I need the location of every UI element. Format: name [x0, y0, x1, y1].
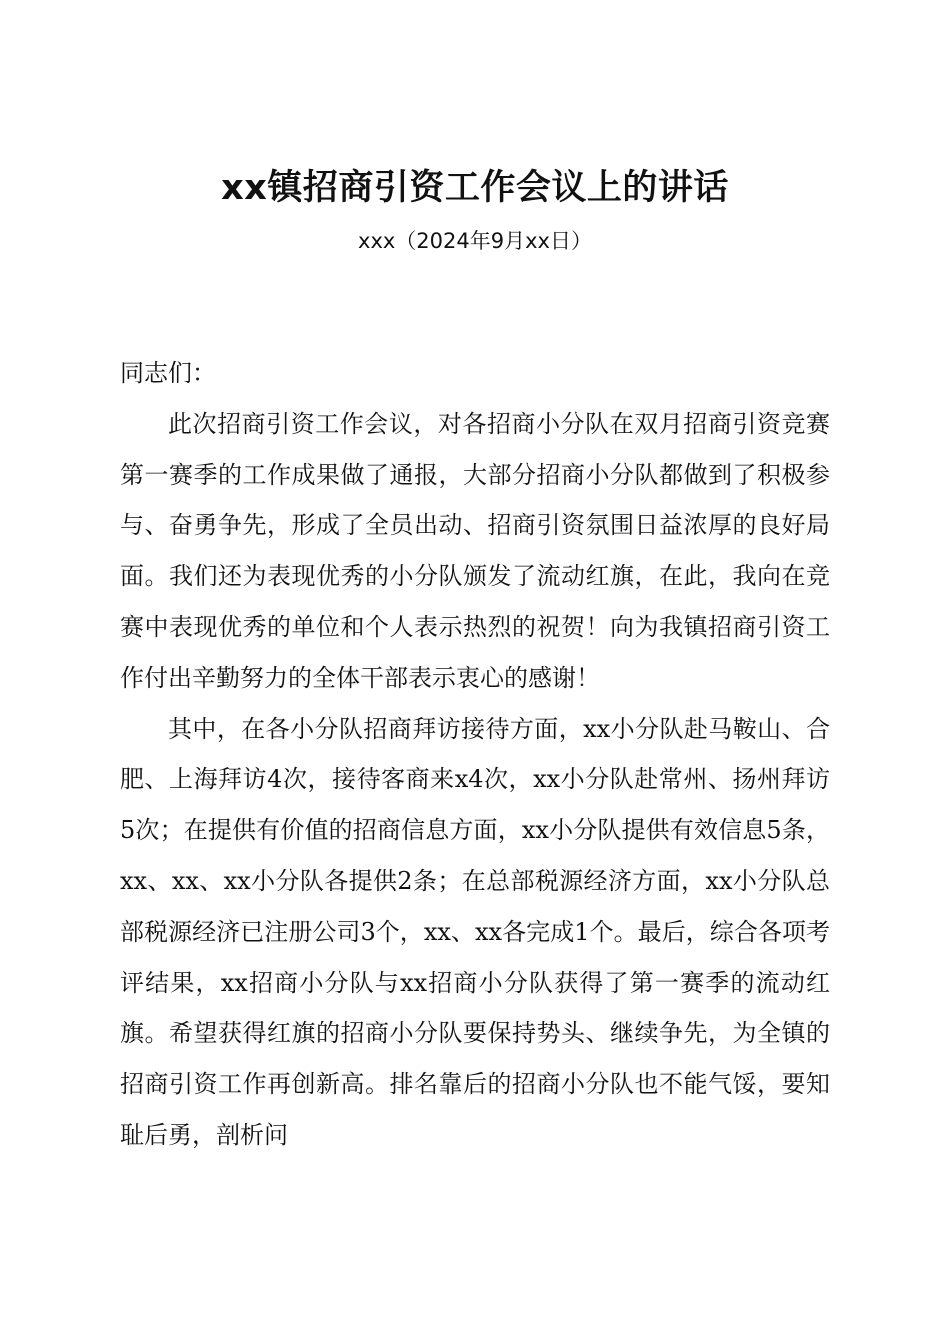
- document-title: xx镇招商引资工作会议上的讲话: [221, 168, 729, 208]
- document-body: [120, 348, 830, 1161]
- paragraph-1: 此次招商引资工作会议，对各招商小分队在双月招商引资竞赛第一赛季的工作成果做了通报，大部分招商小分队都做到了积极参与、奋勇争先，形成了全员出动、招商引资氛围日益浓厚的良好局面。我们还为表现优秀的小分队颁发了流动红旗，在此，我向在竞赛中表现优秀的单位和个人表示热烈的祝贺！向为我镇招商引资工作付出辛勤努力的全体干部表示衷心的感谢！: [120, 409, 830, 692]
- greeting: 同志们：: [120, 359, 216, 387]
- document-byline: xxx（2024年9月xx日）: [358, 229, 592, 253]
- paragraph-2: 其中，在各小分队招商拜访接待方面，xx小分队赴马鞍山、合肥、上海拜访4次，接待客商来x4次，xx小分队赴常州、扬州拜访5次；在提供有价值的招商信息方面，xx小分队提供有效信息5条，xx、xx、xx小分队各提供2条；在总部税源经济方面，xx小分队总部税源经济已注册公司3个，xx、xx各完成1个。最后，综合各项考评结果，xx招商小分队与xx招商小分队获得了第一赛季的流动红旗。希望获得红旗的招商小分队要保持势头、继续争先，为全镇的招商引资工作再创新高。排名靠后的招商小分队也不能气馁，要知耻后勇，剖析问: [120, 714, 830, 1149]
